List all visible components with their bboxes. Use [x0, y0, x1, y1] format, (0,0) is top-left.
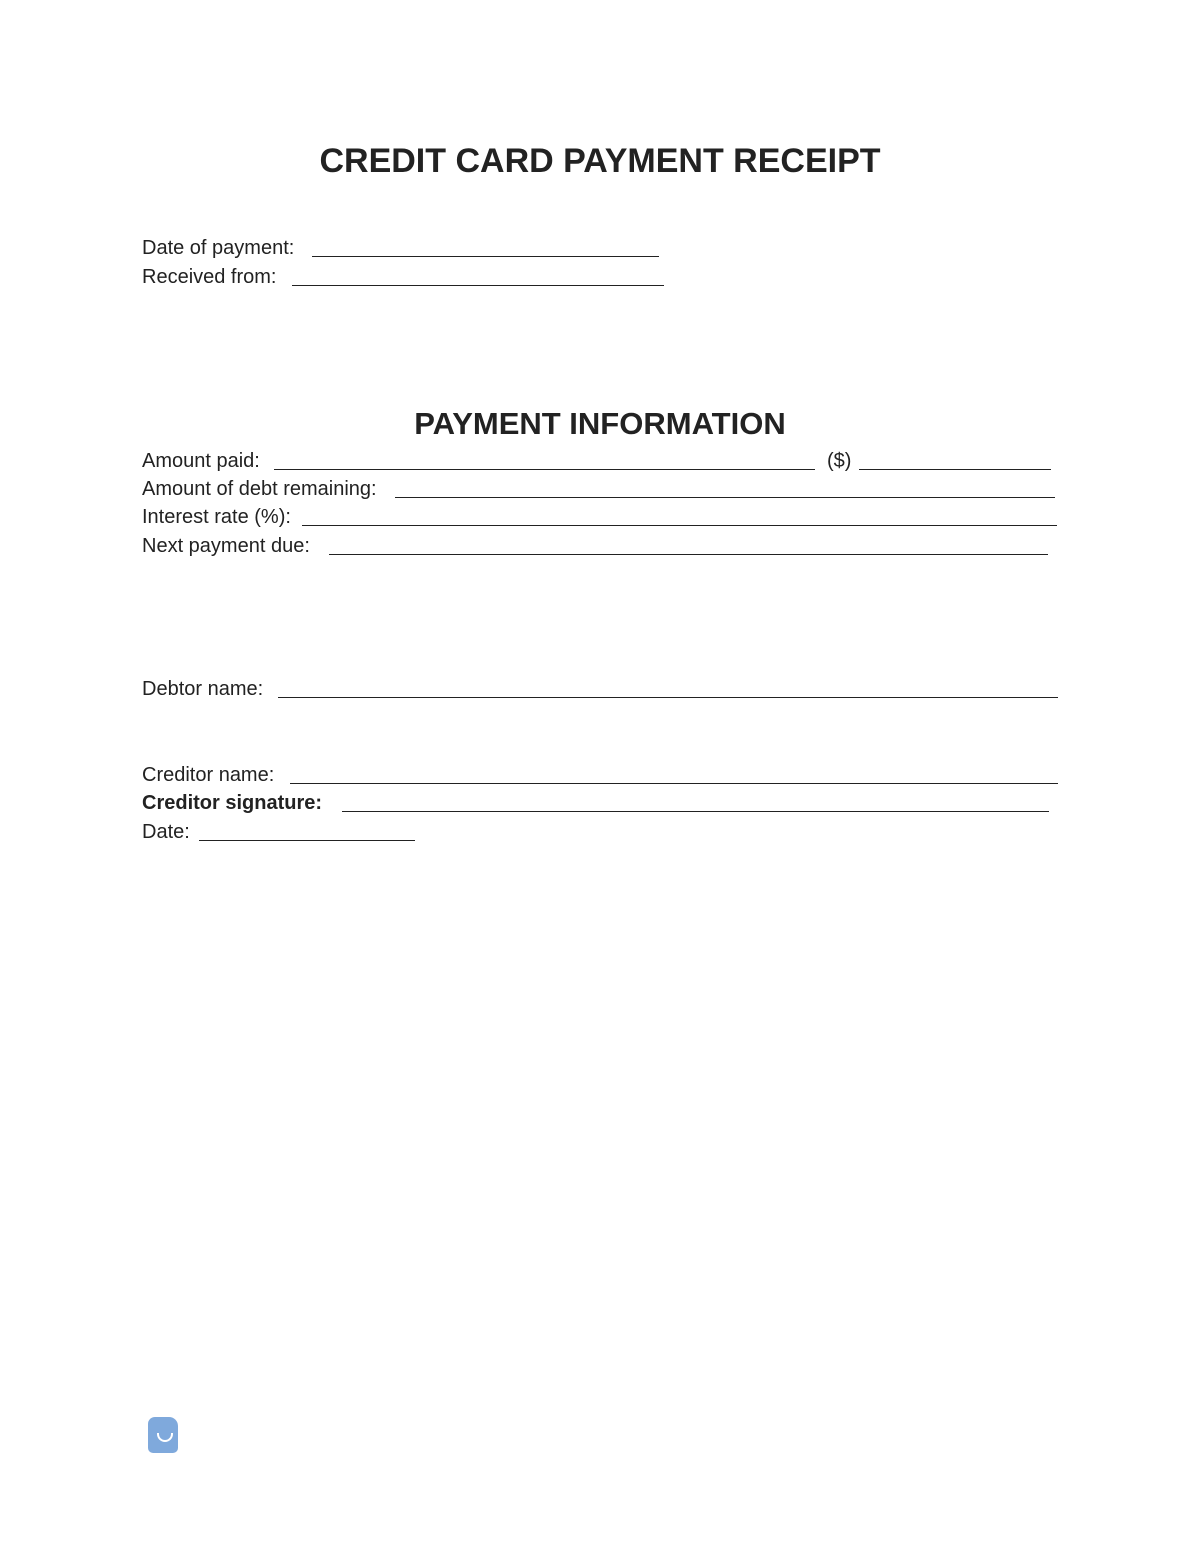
- date-label: Date:: [142, 821, 190, 843]
- payment-information-heading: PAYMENT INFORMATION: [414, 406, 786, 441]
- debtor-name-field[interactable]: [278, 677, 1058, 698]
- document-title: CREDIT CARD PAYMENT RECEIPT: [319, 142, 881, 180]
- brand-logo-icon: [148, 1417, 178, 1453]
- date-of-payment-field[interactable]: [312, 236, 659, 257]
- received-from-field[interactable]: [292, 265, 664, 286]
- creditor-signature-row: [142, 791, 322, 817]
- amount-paid-field[interactable]: [274, 449, 815, 470]
- currency-field[interactable]: [859, 449, 1051, 470]
- interest-rate-label: Interest rate (%):: [142, 506, 291, 528]
- creditor-signature-label: Creditor signature:: [142, 792, 323, 814]
- debtor-name-row: [142, 677, 263, 703]
- date-of-payment-row: [142, 236, 294, 262]
- creditor-signature-field[interactable]: [342, 791, 1049, 812]
- creditor-name-row: [142, 763, 274, 789]
- amount-paid-row: [142, 449, 852, 475]
- interest-rate-field[interactable]: [302, 505, 1057, 526]
- debtor-name-label: Debtor name:: [142, 678, 264, 700]
- creditor-name-field[interactable]: [290, 763, 1058, 784]
- amount-paid-label: Amount paid:: [142, 450, 260, 472]
- received-from-label: Received from:: [142, 266, 277, 288]
- next-payment-due-field[interactable]: [329, 534, 1048, 555]
- date-row: [142, 820, 190, 846]
- date-of-payment-label: Date of payment:: [142, 237, 295, 259]
- next-payment-due-label: Next payment due:: [142, 535, 310, 557]
- interest-rate-row: [142, 505, 291, 531]
- debt-remaining-row: [142, 477, 377, 503]
- received-from-row: [142, 265, 277, 291]
- next-payment-due-row: [142, 534, 310, 560]
- debt-remaining-field[interactable]: [395, 477, 1055, 498]
- date-field[interactable]: [199, 820, 415, 841]
- debt-remaining-label: Amount of debt remaining:: [142, 478, 377, 500]
- currency-label: ($): [827, 450, 852, 472]
- creditor-name-label: Creditor name:: [142, 764, 275, 786]
